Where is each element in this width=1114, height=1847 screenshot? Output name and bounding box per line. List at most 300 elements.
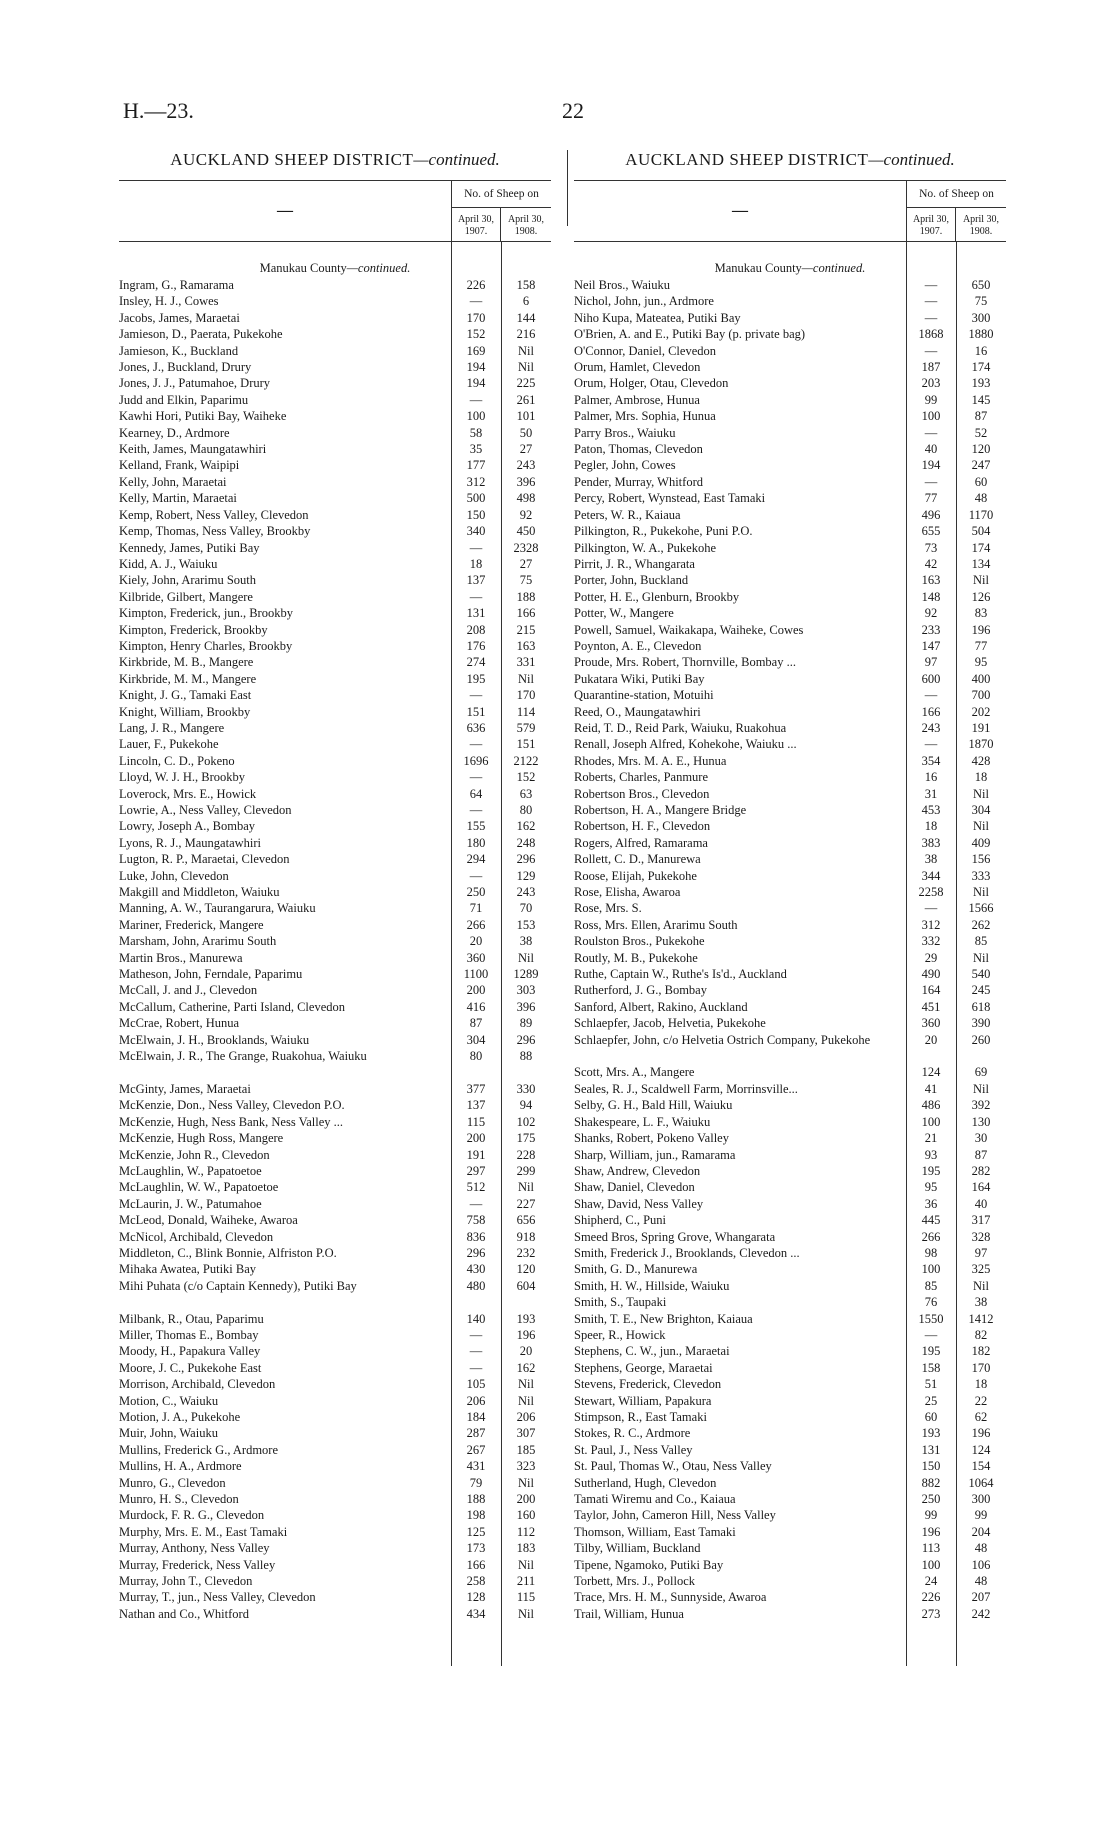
sheep-1908: 82 [974, 1327, 988, 1342]
sheep-1907: 360 [921, 1016, 941, 1031]
table-row [119, 982, 551, 998]
sheep-1907: 512 [466, 1180, 486, 1195]
sheep-1907: 40 [924, 442, 938, 457]
owner-name: Tamati Wiremu and Co., Kaiaua [574, 1492, 736, 1507]
owner-name: Jacobs, James, Maraetai [119, 310, 240, 325]
sheep-1907: 383 [921, 835, 941, 850]
owner-name: Seales, R. J., Scaldwell Farm, Morrinsville... [574, 1081, 798, 1096]
left-section-name: Manukau County [259, 261, 347, 275]
owner-name: Roberts, Charles, Panmure [574, 770, 709, 785]
owner-name: Trail, William, Hunua [574, 1606, 684, 1621]
sheep-1907: 99 [924, 1508, 938, 1523]
table-row [119, 507, 551, 523]
right-section-continued: —continued. [801, 261, 866, 275]
owner-name: Stephens, C. W., jun., Maraetai [574, 1344, 730, 1359]
sheep-1908: 248 [516, 835, 536, 850]
sheep-1907: — [469, 1196, 483, 1211]
owner-name: Proude, Mrs. Robert, Thornville, Bombay ... [574, 655, 796, 670]
owner-name: Scott, Mrs. A., Mangere [574, 1065, 695, 1080]
owner-name: McKenzie, Hugh, Ness Bank, Ness Valley ... [119, 1114, 344, 1129]
sheep-1907: 21 [924, 1131, 938, 1146]
sheep-1908: 247 [971, 458, 991, 473]
owner-name: Martin Bros., Manurewa [119, 950, 243, 965]
table-row [119, 900, 551, 916]
owner-name: Kimpton, Frederick, jun., Brookby [119, 606, 293, 621]
owner-name: Potter, W., Mangere [574, 606, 674, 621]
owner-name: Speer, R., Howick [574, 1327, 666, 1342]
sheep-1907: 140 [466, 1311, 486, 1326]
table-row [119, 802, 551, 818]
owner-name: Kilbride, Gilbert, Mangere [119, 589, 253, 604]
sheep-1907: 180 [466, 835, 486, 850]
table-row [574, 786, 1006, 802]
table-row [119, 540, 551, 556]
sheep-1907: — [469, 770, 483, 785]
sheep-1908: 52 [974, 425, 988, 440]
table-row [574, 1261, 1006, 1277]
sheep-1907: — [924, 278, 938, 292]
right-header-1908: April 30, 1908. [962, 214, 1000, 237]
owner-name: Muir, John, Waiuku [119, 1426, 218, 1441]
owner-name: Quarantine-station, Motuihi [574, 688, 714, 703]
table-row [119, 1573, 551, 1589]
sheep-1907: 655 [921, 524, 941, 539]
sheep-1908: 428 [971, 753, 991, 768]
sheep-1908: 102 [516, 1114, 536, 1129]
owner-name: Thomson, William, East Tamaki [574, 1524, 736, 1539]
table-row [574, 1179, 1006, 1195]
table-row [119, 999, 551, 1015]
owner-name: Ingram, G., Ramarama [119, 278, 234, 292]
sheep-1908: 1170 [968, 507, 994, 522]
owner-name: Knight, J. G., Tamaki East [119, 688, 252, 703]
sheep-1907: — [469, 392, 483, 407]
sheep-1908: 579 [516, 720, 536, 735]
owner-name: Motion, C., Waiuku [119, 1393, 219, 1408]
sheep-1908: 27 [519, 556, 533, 571]
right-header-name-col: — [732, 202, 748, 219]
owner-name: Selby, G. H., Bald Hill, Waiuku [574, 1098, 733, 1113]
table-row [574, 638, 1006, 654]
owner-name: Lauer, F., Pukekohe [119, 737, 219, 752]
sheep-1907: — [924, 1327, 938, 1342]
owner-name: Tipene, Ngamoko, Putiki Bay [574, 1557, 724, 1572]
sheep-1908: Nil [518, 1606, 534, 1621]
sheep-1908: 69 [974, 1065, 988, 1080]
sheep-1908: 145 [971, 392, 991, 407]
sheep-1907: 97 [924, 655, 938, 670]
owner-name: Kelly, John, Maraetai [119, 474, 227, 489]
table-row [574, 589, 1006, 605]
sheep-1908: 170 [516, 688, 536, 703]
sheep-1907: 137 [466, 573, 486, 588]
sheep-1907: 169 [466, 343, 486, 358]
owner-name: Shipherd, C., Puni [574, 1213, 667, 1228]
sheep-1907: 25 [924, 1393, 938, 1408]
sheep-1907: 434 [466, 1606, 486, 1621]
left-section-heading [119, 242, 551, 277]
sheep-1907: 124 [921, 1065, 941, 1080]
table-row [574, 900, 1006, 916]
sheep-1907: 71 [469, 901, 483, 916]
owner-name: Rose, Mrs. S. [574, 901, 642, 916]
sheep-1907: 73 [924, 540, 938, 555]
owner-name: Potter, H. E., Glenburn, Brookby [574, 589, 740, 604]
sheep-1907: 188 [466, 1492, 486, 1507]
sheep-1907: 297 [466, 1163, 486, 1178]
sheep-1908: 6 [522, 294, 530, 309]
table-row [119, 1589, 551, 1605]
sheep-1908: 196 [971, 622, 991, 637]
table-row [574, 1606, 1006, 1622]
sheep-1907: 451 [921, 999, 941, 1014]
owner-name: Stokes, R. C., Ardmore [574, 1426, 691, 1441]
sheep-1907: — [924, 343, 938, 358]
owner-name: McLaughlin, W. W., Papatoetoe [119, 1180, 279, 1195]
table-row [119, 851, 551, 867]
sheep-1907: 36 [924, 1196, 938, 1211]
sheep-1907: 196 [921, 1524, 941, 1539]
sheep-1907: 41 [924, 1081, 938, 1096]
table-row [119, 736, 551, 752]
sheep-1908: 60 [974, 474, 988, 489]
left-header-group: No. of Sheep on [451, 181, 551, 208]
sheep-1907: 250 [466, 885, 486, 900]
sheep-1908: 106 [971, 1557, 991, 1572]
sheep-1908: 95 [974, 655, 988, 670]
sheep-1907: 58 [469, 425, 483, 440]
owner-name: Morrison, Archibald, Clevedon [119, 1377, 276, 1392]
table-row [574, 1212, 1006, 1228]
sheep-1908: 242 [971, 1606, 991, 1621]
sheep-1908: 618 [971, 999, 991, 1014]
sheep-1907: 200 [466, 1131, 486, 1146]
owner-name: Lincoln, C. D., Pokeno [119, 753, 235, 768]
table-row [574, 359, 1006, 375]
owner-name: Murdock, F. R. G., Clevedon [119, 1508, 265, 1523]
owner-name: Paton, Thomas, Clevedon [574, 442, 703, 457]
document-reference: H.—23. [123, 98, 194, 123]
owner-name: Rose, Elisha, Awaroa [574, 885, 681, 900]
sheep-1908: Nil [973, 573, 989, 588]
sheep-1907: 131 [921, 1442, 941, 1457]
sheep-1908: 400 [971, 671, 991, 686]
sheep-1908: 89 [519, 1016, 533, 1031]
sheep-1907: 267 [466, 1442, 486, 1457]
table-row [574, 1130, 1006, 1146]
sheep-1907: 836 [466, 1229, 486, 1244]
sheep-1907: — [469, 688, 483, 703]
sheep-1908: 245 [971, 983, 991, 998]
table-row [574, 917, 1006, 933]
table-row [119, 1376, 551, 1392]
owner-name: Peters, W. R., Kaiaua [574, 507, 681, 522]
right-column-title [574, 148, 1006, 172]
sheep-1907: 490 [921, 967, 941, 982]
owner-name: Orum, Holger, Otau, Clevedon [574, 376, 729, 391]
sheep-1907: 1696 [463, 753, 489, 768]
table-row [119, 474, 551, 490]
sheep-1907: 76 [924, 1295, 938, 1310]
table-row [119, 359, 551, 375]
table-row [574, 1245, 1006, 1261]
sheep-1908: 1064 [968, 1475, 994, 1490]
sheep-1907: — [469, 803, 483, 817]
owner-name: Munro, H. S., Clevedon [119, 1492, 239, 1507]
owner-name: Roulston Bros., Pukekohe [574, 934, 705, 949]
sheep-1908: 18 [974, 770, 988, 785]
table-row [119, 720, 551, 736]
sheep-1907: 258 [466, 1574, 486, 1589]
sheep-1907: 206 [466, 1393, 486, 1408]
owner-name: Reed, O., Maungatawhiri [574, 704, 701, 719]
table-row [574, 884, 1006, 900]
sheep-1907: 128 [466, 1590, 486, 1605]
sheep-1908: 88 [519, 1049, 533, 1064]
sheep-1907: 16 [924, 770, 938, 785]
sheep-1908: 40 [974, 1196, 988, 1211]
sheep-1908: 185 [516, 1442, 536, 1457]
table-row [119, 293, 551, 309]
sheep-1907: 304 [466, 1032, 486, 1047]
sheep-1907: 191 [466, 1147, 486, 1162]
table-row [574, 1327, 1006, 1343]
sheep-1908: 262 [971, 917, 991, 932]
table-row [119, 1147, 551, 1163]
owner-name: Porter, John, Buckland [574, 573, 689, 588]
sheep-1908: 92 [519, 507, 533, 522]
table-row [119, 457, 551, 473]
sheep-1908: 918 [516, 1229, 536, 1244]
table-row [574, 556, 1006, 572]
table-row [574, 425, 1006, 441]
table-row [574, 654, 1006, 670]
sheep-1908: 48 [974, 1541, 988, 1556]
table-row [574, 1081, 1006, 1097]
owner-name: McGinty, James, Maraetai [119, 1081, 251, 1096]
table-row [119, 818, 551, 834]
sheep-1907: 250 [921, 1492, 941, 1507]
table-row [574, 523, 1006, 539]
sheep-1907: 64 [469, 786, 483, 801]
owner-name: Lyons, R. J., Maungatawhiri [119, 835, 262, 850]
sheep-1908: 130 [971, 1114, 991, 1129]
owner-name: McLeod, Donald, Waiheke, Awaroa [119, 1213, 298, 1228]
sheep-1907: 113 [921, 1541, 941, 1556]
table-row [574, 1032, 1006, 1065]
table-row [119, 704, 551, 720]
owner-name: Pukatara Wiki, Putiki Bay [574, 671, 705, 686]
owner-name: Moody, H., Papakura Valley [119, 1344, 261, 1359]
owner-name: Lugton, R. P., Maraetai, Clevedon [119, 852, 290, 867]
sheep-1908: 1566 [968, 901, 994, 916]
sheep-1908: 156 [971, 852, 991, 867]
owner-name: St. Paul, Thomas W., Otau, Ness Valley [574, 1459, 772, 1474]
sheep-1908: 243 [516, 458, 536, 473]
sheep-1908: 83 [974, 606, 988, 621]
owner-name: Shakespeare, L. F., Waiuku [574, 1114, 711, 1129]
sheep-1908: 20 [519, 1344, 533, 1359]
sheep-1907: 194 [466, 376, 486, 391]
owner-name: Smith, Frederick J., Brooklands, Clevedon ... [574, 1245, 800, 1260]
left-header-1908: April 30, 1908. [507, 214, 545, 237]
sheep-1907: 176 [466, 638, 486, 653]
owner-name: McElwain, J. H., Brooklands, Waiuku [119, 1032, 310, 1047]
sheep-1907: 164 [921, 983, 941, 998]
sheep-1908: 216 [516, 327, 536, 342]
sheep-1908: Nil [973, 819, 989, 834]
sheep-1908: 18 [974, 1377, 988, 1392]
table-row [119, 589, 551, 605]
owner-name: Nathan and Co., Whitford [119, 1606, 249, 1621]
sheep-1907: 184 [466, 1410, 486, 1424]
sheep-1908: 124 [971, 1442, 991, 1457]
sheep-1907: 155 [466, 819, 486, 834]
table-row [119, 1048, 551, 1081]
table-row [574, 1524, 1006, 1540]
owner-name: Murray, T., jun., Ness Valley, Clevedon [119, 1590, 316, 1605]
owner-name: Motion, J. A., Pukekohe [119, 1410, 241, 1424]
table-row [119, 950, 551, 966]
sheep-1908: 16 [974, 343, 988, 358]
sheep-1907: 18 [469, 556, 483, 571]
table-row [119, 1491, 551, 1507]
sheep-1907: 92 [924, 606, 938, 621]
owner-name: Mariner, Frederick, Mangere [119, 917, 264, 932]
owner-name: McNicol, Archibald, Clevedon [119, 1229, 274, 1244]
owner-name: Rollett, C. D., Manurewa [574, 852, 701, 867]
sheep-1907: 416 [466, 999, 486, 1014]
sheep-1907: 2258 [918, 885, 944, 900]
table-row [574, 671, 1006, 687]
sheep-1908: 232 [516, 1245, 536, 1260]
sheep-1907: 166 [921, 704, 941, 719]
table-row [574, 1294, 1006, 1310]
sheep-1908: 99 [974, 1508, 988, 1523]
sheep-1907: 42 [924, 556, 938, 571]
table-row [574, 507, 1006, 523]
table-row [574, 1343, 1006, 1359]
owner-name: Percy, Robert, Wynstead, East Tamaki [574, 491, 766, 506]
owner-name: Mullins, H. A., Ardmore [119, 1459, 242, 1474]
sheep-1907: 77 [924, 491, 938, 506]
sheep-1908: Nil [973, 885, 989, 900]
table-row [119, 441, 551, 457]
left-column-title [119, 148, 551, 172]
sheep-1908: 126 [971, 589, 991, 604]
sheep-1908: 134 [971, 556, 991, 571]
sheep-1908: Nil [973, 950, 989, 965]
sheep-1908: 206 [516, 1410, 536, 1424]
table-row [119, 1507, 551, 1523]
sheep-1908: 333 [971, 868, 991, 883]
table-row [574, 851, 1006, 867]
sheep-1907: — [924, 310, 938, 325]
table-row [574, 1507, 1006, 1523]
sheep-1908: Nil [973, 786, 989, 801]
table-row [574, 605, 1006, 621]
sheep-1907: 93 [924, 1147, 938, 1162]
owner-name: Rhodes, Mrs. M. A. E., Hunua [574, 753, 727, 768]
table-row [574, 1097, 1006, 1113]
table-row [574, 1425, 1006, 1441]
sheep-1908: 70 [519, 901, 533, 916]
owner-name: Schlaepfer, Jacob, Helvetia, Pukekohe [574, 1016, 766, 1031]
table-row [119, 556, 551, 572]
sheep-1907: 431 [466, 1459, 486, 1474]
table-row [574, 1540, 1006, 1556]
owner-name: Lang, J. R., Mangere [119, 720, 225, 735]
left-title-main: AUCKLAND SHEEP DISTRICT [170, 150, 414, 169]
sheep-1908: 162 [516, 1360, 536, 1375]
table-row [574, 540, 1006, 556]
owner-name: Palmer, Ambrose, Hunua [574, 392, 700, 407]
owner-name: Orum, Hamlet, Clevedon [574, 360, 701, 375]
table-row [119, 884, 551, 900]
table-row [119, 1245, 551, 1261]
sheep-1908: 1870 [968, 737, 994, 752]
owner-name: St. Paul, J., Ness Valley [574, 1442, 693, 1457]
owner-name: McCrae, Robert, Hunua [119, 1016, 240, 1031]
sheep-1908: 323 [516, 1459, 536, 1474]
table-row [119, 1327, 551, 1343]
table-row [119, 1278, 551, 1311]
owner-name: Murray, John T., Clevedon [119, 1574, 253, 1589]
sheep-1907: 266 [921, 1229, 941, 1244]
owner-name: Ross, Mrs. Ellen, Ararimu South [574, 917, 738, 932]
owner-name: Pirrit, J. R., Whangarata [574, 556, 695, 571]
sheep-1907: 480 [466, 1278, 486, 1293]
sheep-1907: 194 [921, 458, 941, 473]
sheep-1908: 27 [519, 442, 533, 457]
table-row [119, 1606, 551, 1622]
table-row [119, 1409, 551, 1425]
sheep-1908: 300 [971, 310, 991, 325]
sheep-1908: 129 [516, 868, 536, 883]
sheep-1907: 35 [469, 442, 483, 457]
sheep-1907: 150 [466, 507, 486, 522]
sheep-1908: 1880 [968, 327, 994, 342]
sheep-1908: 75 [519, 573, 533, 588]
table-row [574, 687, 1006, 703]
sheep-1907: 377 [466, 1081, 486, 1096]
table-row [574, 408, 1006, 424]
table-row [119, 1179, 551, 1195]
sheep-1908: 162 [516, 819, 536, 834]
table-row [574, 572, 1006, 588]
sheep-1907: 20 [469, 934, 483, 949]
sheep-1907: — [469, 294, 483, 309]
table-row [119, 1343, 551, 1359]
owner-name: Murray, Frederick, Ness Valley [119, 1557, 276, 1572]
table-row [119, 622, 551, 638]
sheep-1907: 226 [921, 1590, 941, 1605]
table-row [574, 1442, 1006, 1458]
table-row [119, 343, 551, 359]
table-row [574, 1589, 1006, 1605]
table-row [119, 1212, 551, 1228]
owner-name: Shanks, Robert, Pokeno Valley [574, 1131, 729, 1146]
owner-name: Tilby, William, Buckland [574, 1541, 701, 1556]
sheep-1907: 882 [921, 1475, 941, 1490]
sheep-1908: 63 [519, 786, 533, 801]
owner-name: Kemp, Robert, Ness Valley, Clevedon [119, 507, 309, 522]
table-row [119, 1442, 551, 1458]
table-row [574, 1573, 1006, 1589]
sheep-1907: 137 [466, 1098, 486, 1113]
sheep-1907: 158 [921, 1360, 941, 1375]
owner-name: McCall, J. and J., Clevedon [119, 983, 258, 998]
